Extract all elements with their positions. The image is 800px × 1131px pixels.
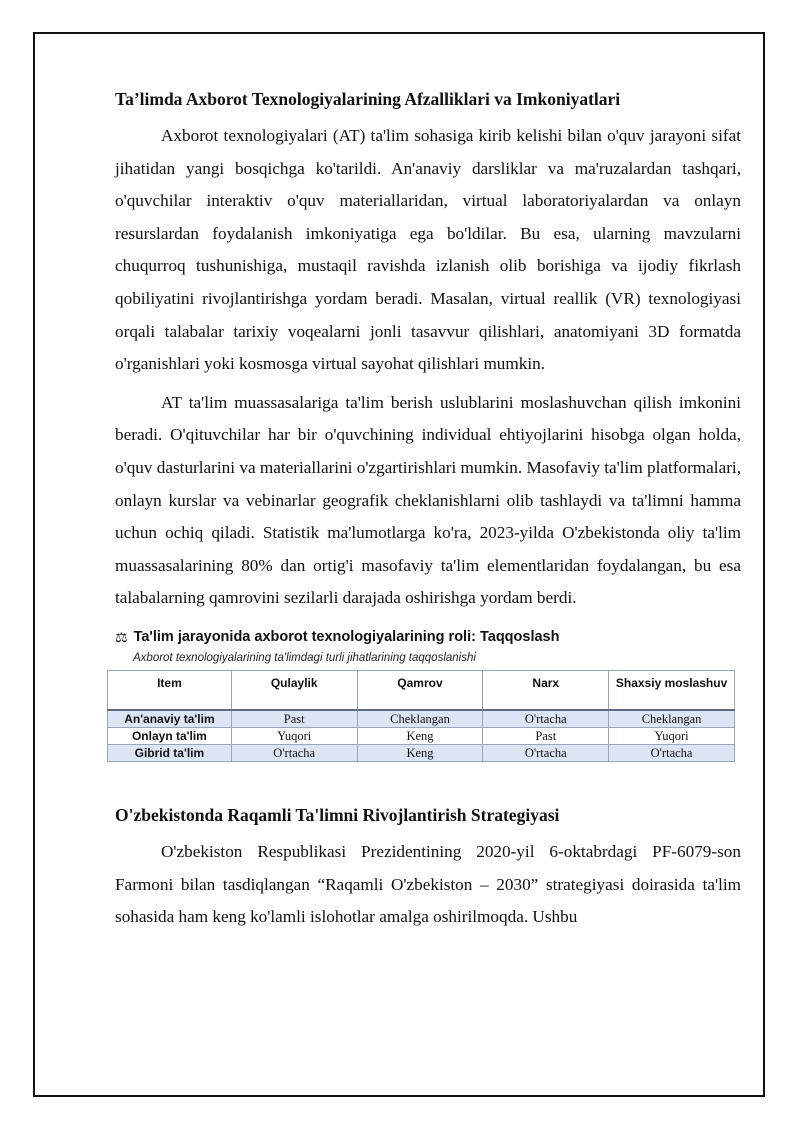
comparison-table-block: [115, 629, 741, 762]
table-cell: O'rtacha: [483, 710, 609, 728]
paragraph: AT ta'lim muassasalariga ta'lim berish uslublarini moslashuvchan qilish imkonini beradi. O'qituvchilar har bir o'quvchining individual ehtiyojlarini hisobga olgan holda, o'quv dasturlarini va materiallarini o'zgartirishlari mumkin. Masofaviy ta'lim platformalari, onlayn kurslar va vebinarlar geografik cheklanishlarni olib tashlaydi va ta'limni hamma uchun ochiq qiladi. Statistik ma'lumotlarga ko'ra, 2023-yilda O'zbekistonda oliy ta'lim muassasalarining 80% dan ortig'i masofaviy ta'lim elementlaridan foydalangan, bu esa talabalarning qamrovini sezilarli darajada oshirishga yordam berdi.: [115, 392, 741, 608]
column-header: Item: [108, 670, 232, 710]
column-header: Qulaylik: [231, 670, 357, 710]
comparison-table: [107, 670, 735, 762]
column-header: Shaxsiy moslashuv: [609, 670, 735, 710]
paragraph: Axborot texnologiyalari (AT) ta'lim sohasiga kirib kelishi bilan o'quv jarayoni sifat jihatidan yangi bosqichga ko'tarildi. An'anaviy darsliklar va ma'ruzalardan tashqari, o'quvchilar interaktiv o'quv materiallaridan, virtual laboratoriyalardan va onlayn resurslardan foydalanish imkoniyatiga ega bo'ldilar. Bu esa, ularning mavzularni chuqurroq tushunishiga, mustaqil ravishda izlanish olib borishiga va ijodiy fikrlash qobiliyatini rivojlantirishga yordam beradi. Masalan, virtual reallik (VR) texnologiyasi orqali talabalar tarixiy voqealarni jonli tasavvur qilishlari, anatomiyani 3D formatda o'rganishlari yoki kosmosga virtual sayohat qilishlari mumkin.: [115, 126, 741, 374]
scales-icon: ⚖: [115, 628, 128, 645]
table-cell: O'rtacha: [483, 744, 609, 761]
table-caption: Axborot texnologiyalarining ta'limdagi turli jihatlarining taqqoslanishi: [133, 651, 476, 664]
section-heading-advantages: Ta’limda Axborot Texnologiyalarining Afzalliklari va Imkoniyatlari: [115, 89, 621, 109]
row-header: Onlayn ta'lim: [108, 727, 232, 744]
table-cell: Past: [483, 727, 609, 744]
table-cell: Yuqori: [231, 727, 357, 744]
table-cell: Past: [231, 710, 357, 728]
column-header: Qamrov: [357, 670, 483, 710]
table-row: [108, 744, 735, 761]
table-cell: Yuqori: [609, 727, 735, 744]
table-row: [108, 727, 735, 744]
document-body: [115, 86, 741, 940]
table-cell: Cheklangan: [609, 710, 735, 728]
row-header: An'anaviy ta'lim: [108, 710, 232, 728]
column-header: Narx: [483, 670, 609, 710]
table-title: [115, 629, 741, 646]
table-title-text: Ta'lim jarayonida axborot texnologiyalarining roli: Taqqoslash: [133, 629, 560, 646]
table-cell: O'rtacha: [609, 744, 735, 761]
table-cell: Keng: [357, 744, 483, 761]
section-strategy: [115, 802, 741, 934]
table-cell: Keng: [357, 727, 483, 744]
row-header: Gibrid ta'lim: [108, 744, 232, 761]
table-header-row: [108, 670, 735, 710]
table-cell: Cheklangan: [357, 710, 483, 728]
table-row: [108, 710, 735, 728]
table-cell: O'rtacha: [231, 744, 357, 761]
paragraph: O'zbekiston Respublikasi Prezidentining 2020-yil 6-oktabrdagi PF-6079-son Farmoni bilan tasdiqlangan “Raqamli O'zbekiston – 2030” strategiyasi doirasida ta'lim sohasida ham keng ko'lamli islohotlar amalga oshirilmoqda. Ushbu: [115, 841, 741, 927]
section-heading-strategy: O'zbekistonda Raqamli Ta'limni Rivojlantirish Strategiyasi: [115, 804, 560, 825]
